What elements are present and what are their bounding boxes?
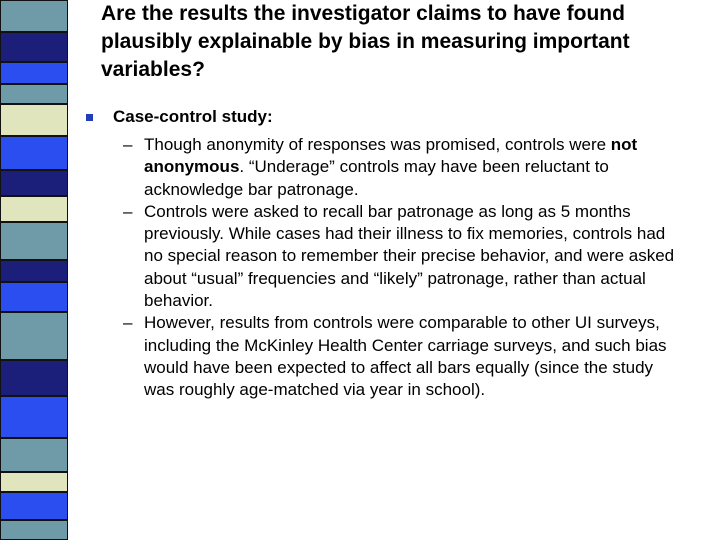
sub-bullet-text: Controls were asked to recall bar patronage as long as 5 months previously. While cases had their illness to fix memories, controls had no special reason to remember their precise behavior, and were asked about “usual” frequencies and “likely” patronage, rather than actual behavior.: [144, 201, 675, 311]
stripe-block: [0, 492, 68, 520]
stripe-block: [0, 0, 68, 32]
stripe-block: [0, 360, 68, 396]
dash-marker: –: [123, 313, 133, 333]
stripe-block: [0, 104, 68, 136]
slide-title: Are the results the investigator claims to have found plausibly explainable by bias in measuring important variables?: [101, 2, 630, 81]
stripe-block: [0, 520, 68, 540]
stripe-block: [0, 472, 68, 492]
dash-marker: –: [123, 135, 133, 154]
stripe-block: [0, 84, 68, 104]
square-bullet-icon: [86, 114, 93, 121]
stripe-block: [0, 62, 68, 84]
decorative-stripe: [0, 0, 68, 540]
stripe-block: [0, 170, 68, 196]
sub-bullet-text: However, results from controls were comparable to other UI surveys, including the McKinley Health Center carriage surveys, and such bias would have been expected to affect all bars equally (since the study was roughly age-matched via year in school).: [144, 313, 667, 400]
stripe-block: [0, 136, 68, 170]
stripe-block: [0, 32, 68, 62]
stripe-block: [0, 312, 68, 360]
stripe-block: [0, 196, 68, 222]
sub-bullet-item: [123, 312, 683, 401]
emphasis-text: not anonymous: [144, 135, 638, 177]
stripe-block: [0, 438, 68, 472]
sub-bullet-item: [123, 201, 683, 312]
sub-bullet-list: [123, 134, 683, 402]
stripe-block: [0, 282, 68, 312]
stripe-block: [0, 260, 68, 282]
sub-bullet-item: [123, 134, 683, 201]
sub-bullet-text: Though anonymity of responses was promised, controls were: [144, 135, 611, 154]
sub-bullet-text: . “Underage” controls may have been reluctant to acknowledge bar patronage.: [144, 157, 609, 199]
stripe-block: [0, 222, 68, 260]
dash-marker: –: [123, 201, 133, 221]
stripe-block: [0, 396, 68, 438]
bullet-heading: Case-control study:: [113, 107, 273, 126]
